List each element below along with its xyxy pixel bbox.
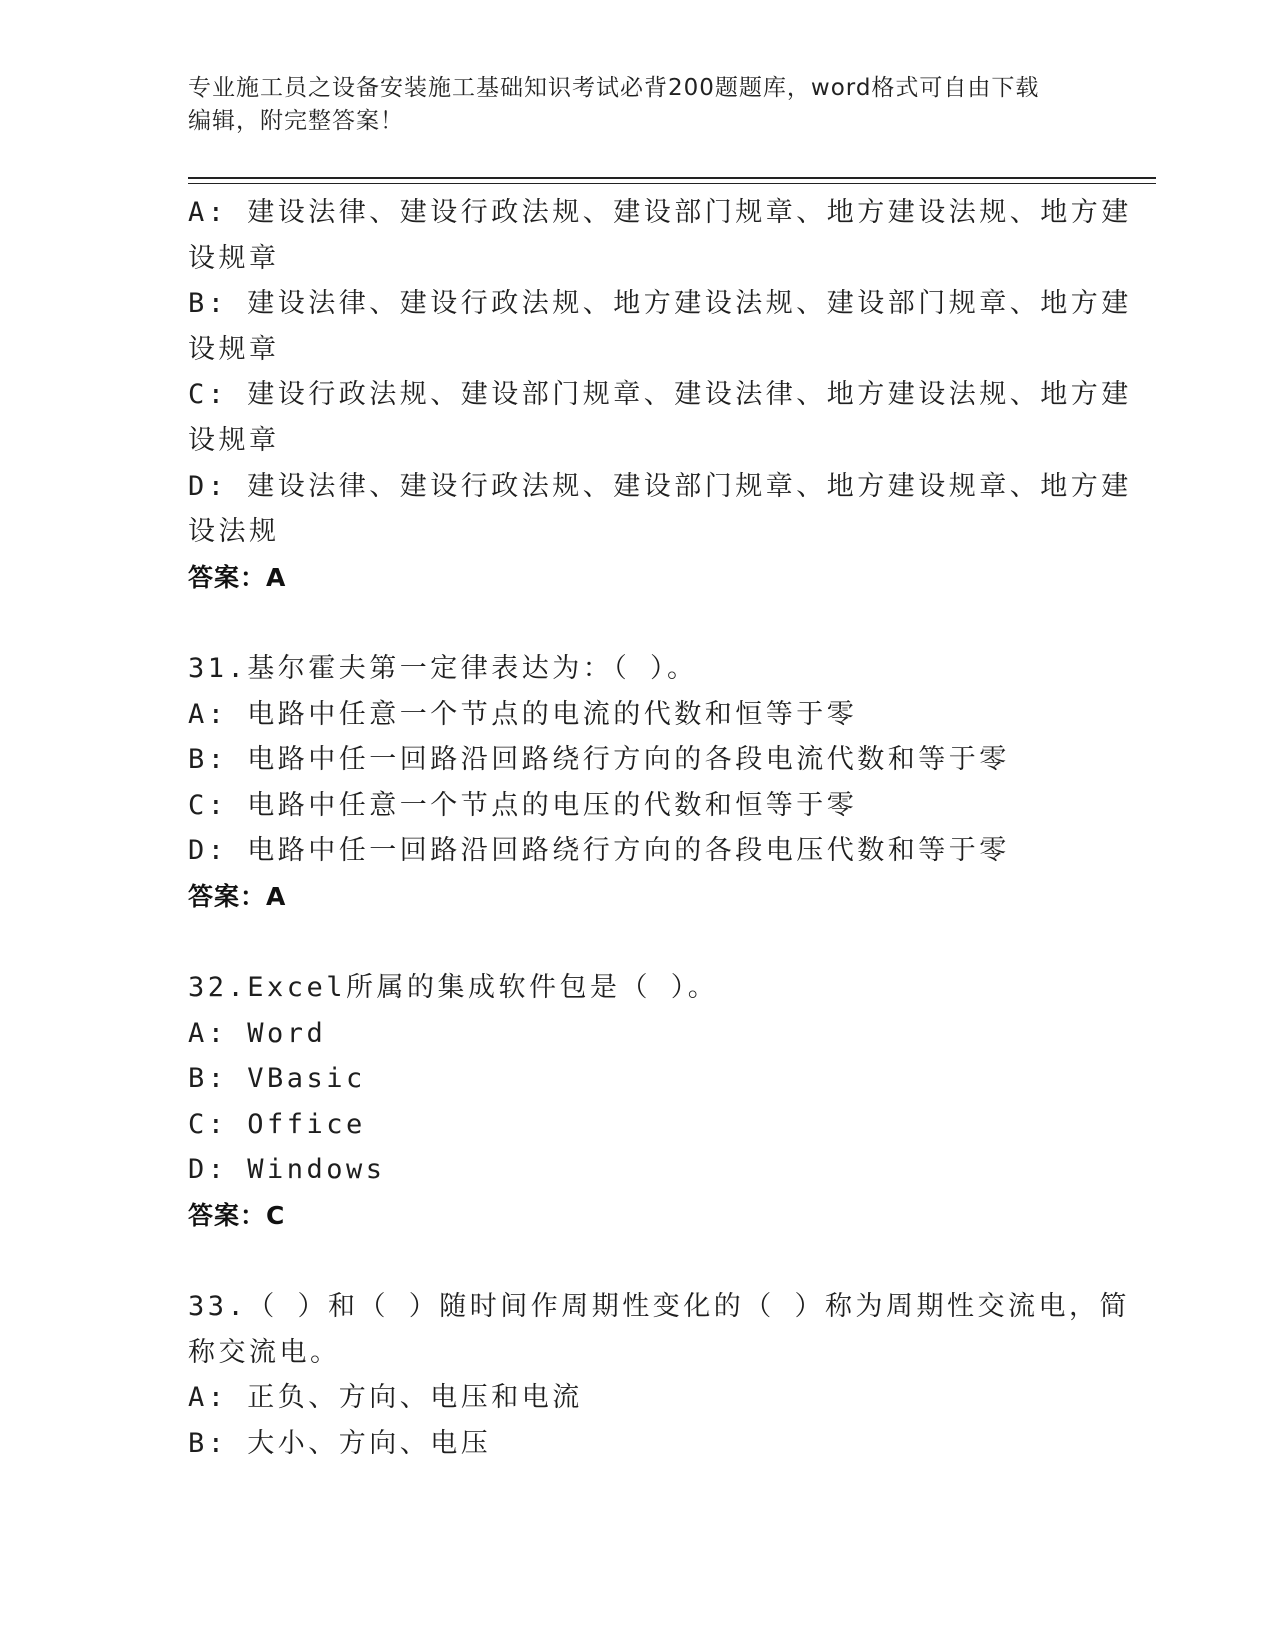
spacer — [188, 600, 1088, 646]
header-line-1: 专业施工员之设备安装施工基础知识考试必背200题题库，word格式可自由下载 — [188, 75, 1040, 101]
header-divider-thin — [188, 183, 1156, 184]
spacer — [188, 1239, 1088, 1285]
question-33-text-line-2: 称交流电。 — [188, 1336, 341, 1368]
option-c-line-2: 设规章 — [188, 424, 280, 456]
option-a-line-2: 设规章 — [188, 242, 280, 274]
question-33-text-line-1: 33.（ ）和（ ）随时间作周期性变化的（ ）称为周期性交流电，简 — [188, 1291, 1131, 1323]
option-d-line-1: D: 建设法律、建设行政法规、建设部门规章、地方建设规章、地方建 — [188, 470, 1132, 502]
option-d: D: Windows — [188, 1154, 386, 1186]
question-content — [188, 190, 1132, 1467]
option-c: C: Office — [188, 1108, 366, 1140]
question-32-text: 32.Excel所属的集成软件包是（ ）。 — [188, 972, 719, 1004]
header-divider-thick — [188, 177, 1156, 179]
option-b-line-2: 设规章 — [188, 333, 280, 365]
answer-32: 答案：C — [188, 1201, 286, 1231]
option-b: B: 电路中任一回路沿回路绕行方向的各段电流代数和等于零 — [188, 744, 1010, 776]
option-b-line-1: B: 建设法律、建设行政法规、地方建设法规、建设部门规章、地方建 — [188, 288, 1132, 320]
question-33 — [188, 1284, 1131, 1466]
option-d: D: 电路中任一回路沿回路绕行方向的各段电压代数和等于零 — [188, 835, 1010, 867]
option-b: B: VBasic — [188, 1063, 366, 1095]
option-a-line-1: A: 建设法律、建设行政法规、建设部门规章、地方建设法规、地方建 — [188, 197, 1132, 228]
question-31-text: 31.基尔霍夫第一定律表达为：（ ）。 — [188, 652, 698, 684]
option-a: A: Word — [188, 1017, 327, 1049]
question-31 — [188, 646, 1088, 920]
question-30-options — [188, 190, 1132, 600]
question-32 — [188, 965, 1088, 1239]
option-c: C: 电路中任意一个节点的电压的代数和恒等于零 — [188, 789, 858, 821]
spacer — [188, 920, 1088, 966]
option-a: A: 正负、方向、电压和电流 — [188, 1382, 583, 1414]
option-c-line-1: C: 建设行政法规、建设部门规章、建设法律、地方建设法规、地方建 — [188, 379, 1132, 411]
option-a: A: 电路中任意一个节点的电流的代数和恒等于零 — [188, 698, 858, 730]
option-d-line-2: 设法规 — [188, 516, 280, 548]
header-line-2: 编辑，附完整答案！ — [188, 108, 404, 134]
answer-31: 答案：A — [188, 881, 287, 911]
document-header — [188, 72, 1068, 138]
option-b: B: 大小、方向、电压 — [188, 1428, 492, 1460]
answer-30: 答案：A — [188, 562, 287, 592]
